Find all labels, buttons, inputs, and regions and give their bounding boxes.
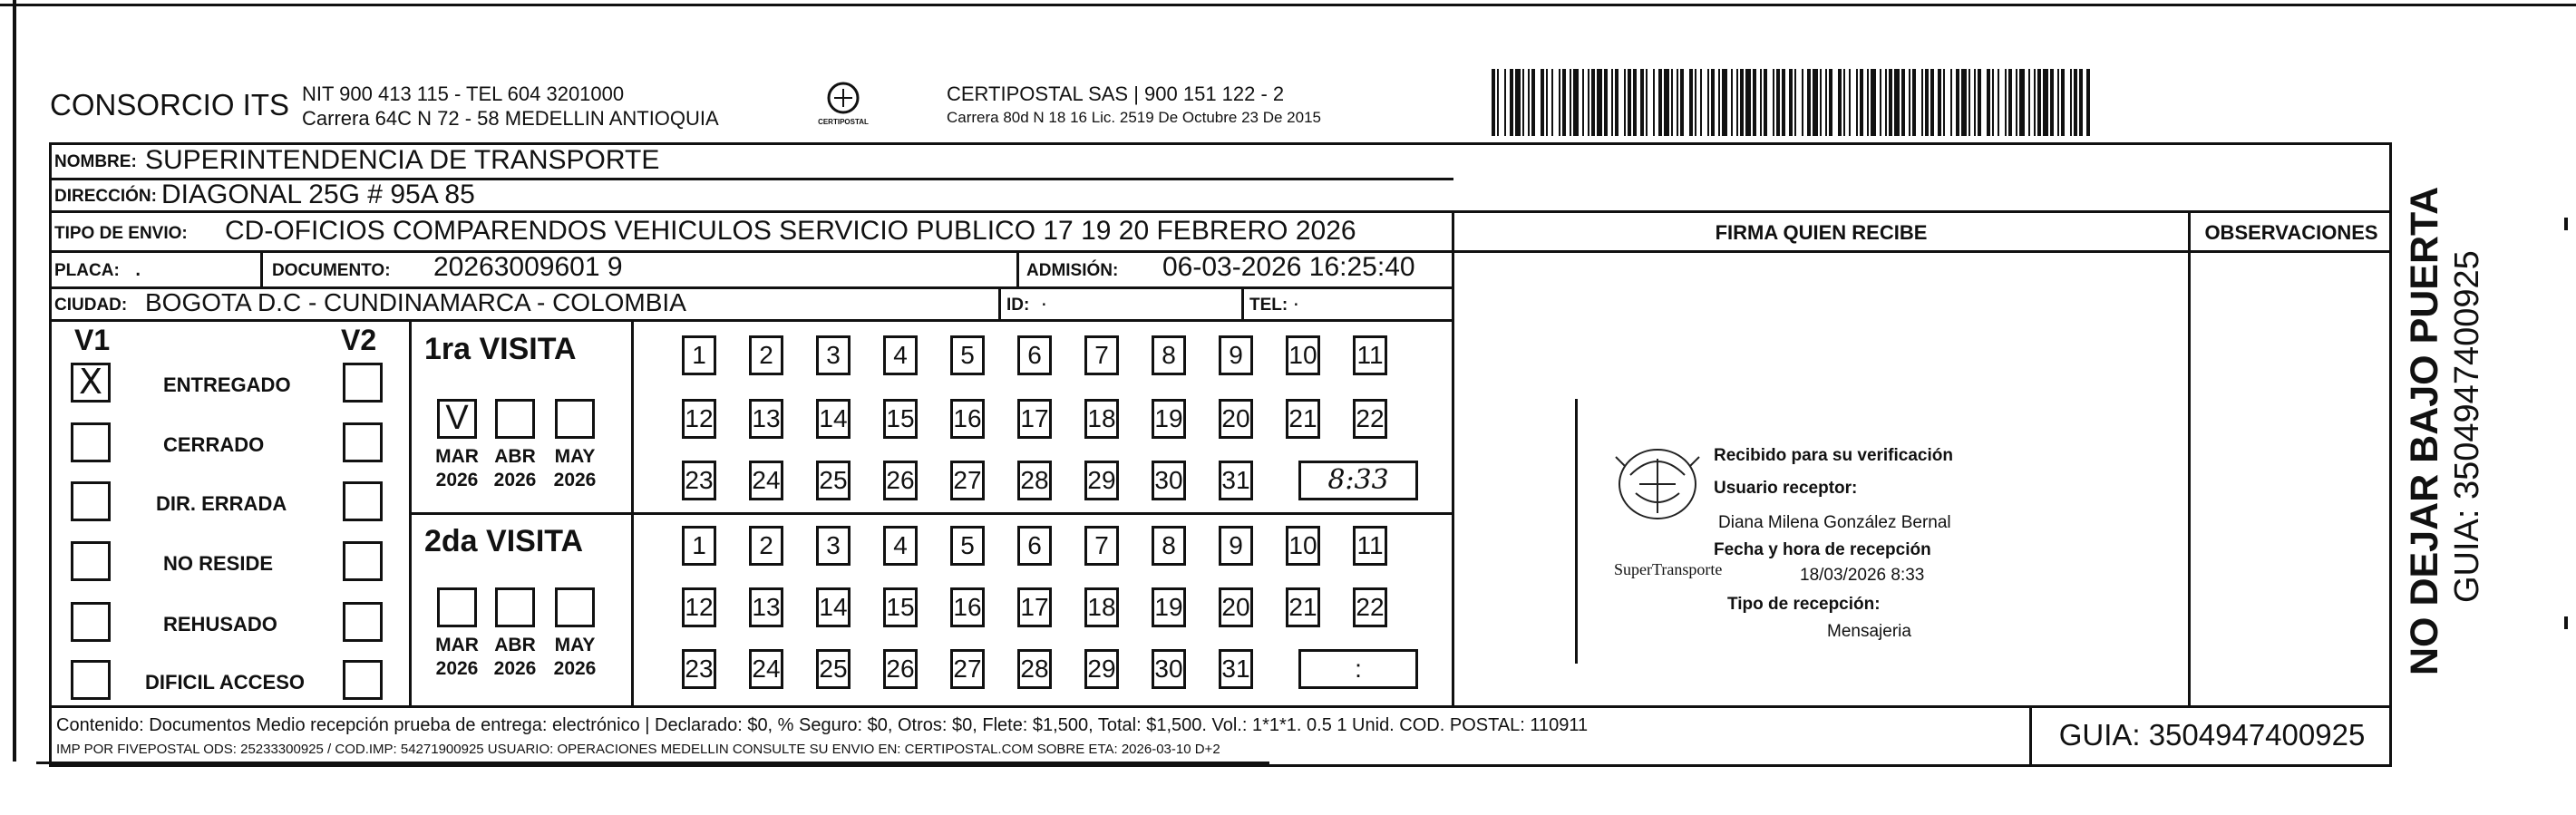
v2-checkbox[interactable] [343,541,383,581]
second-day-box[interactable]: 30 [1152,649,1186,689]
observations-header: OBSERVACIONES [2204,221,2378,244]
first-day-box[interactable]: 17 [1017,399,1052,439]
second-visit-title: 2da VISITA [424,524,584,558]
barcode-bar [1515,69,1521,136]
barcode-bar [1680,69,1684,136]
column-divider [2188,210,2191,707]
barcode-bar [1901,69,1905,136]
barcode-bar [1624,69,1626,136]
barcode-bar [2074,69,2077,136]
placa-value: . [134,252,142,282]
supertransporte-seal [1603,439,1712,557]
side-guia: GUIA: 3504947400925 [2448,250,2486,603]
second-day-box[interactable]: 27 [950,649,985,689]
first-day-box[interactable]: 11 [1353,335,1387,375]
second-day-box[interactable]: 3 [816,526,851,566]
first-day-box[interactable]: 3 [816,335,851,375]
first-day-box[interactable]: 20 [1219,399,1253,439]
barcode-bar [1838,69,1842,136]
column-divider [1452,210,1454,707]
company-nit: NIT 900 413 115 - TEL 604 3201000 [302,82,625,105]
barcode-bar [1961,69,1967,136]
barcode-bar [1646,69,1648,136]
barcode-bar [2016,69,2017,136]
barcode-bar [1591,69,1595,136]
barcode-bar [1628,69,1631,136]
first-month-checkbox[interactable] [495,399,535,439]
second-day-box[interactable]: 19 [1152,587,1186,627]
documento-label: DOCUMENTO: [272,261,391,280]
barcode-bar [1938,69,1941,136]
barcode-bar [1546,69,1548,136]
first-day-box[interactable]: 21 [1286,399,1320,439]
first-day-box[interactable]: 27 [950,461,985,500]
barcode-bar [1573,69,1579,136]
second-year-label: 2026 [435,658,479,679]
second-day-box[interactable]: 9 [1219,526,1253,566]
v1-checkbox[interactable] [71,602,111,642]
first-year-label: 2026 [553,470,597,490]
second-day-box[interactable]: 2 [749,526,783,566]
barcode-bar [1707,69,1709,136]
barcode-bar [2070,69,2072,136]
barcode-bar [2008,69,2012,136]
second-day-box[interactable]: 17 [1017,587,1052,627]
second-day-box[interactable]: 8 [1152,526,1186,566]
second-day-box[interactable]: 12 [682,587,716,627]
barcode-bar [1689,69,1693,136]
first-day-box[interactable]: 13 [749,399,783,439]
first-day-box[interactable]: 31 [1219,461,1253,500]
barcode-bar [1522,69,1524,136]
barcode-bar [1658,69,1662,136]
second-day-box[interactable]: 29 [1084,649,1119,689]
second-month-checkbox[interactable] [495,587,535,627]
stamp-user-name: Diana Milena González Bernal [1718,513,1951,532]
barcode-bar [1633,69,1637,136]
barcode-bar [1582,69,1584,136]
second-day-box[interactable]: 4 [883,526,918,566]
barcode-bar [1885,69,1887,136]
second-month-checkbox[interactable] [555,587,595,627]
second-day-box[interactable]: 26 [883,649,918,689]
first-day-box[interactable]: 12 [682,399,716,439]
barcode-bar [1921,69,1923,136]
v2-checkbox[interactable] [343,363,383,403]
second-day-box[interactable]: 5 [950,526,985,566]
barcode-bar [1562,69,1566,136]
second-month-label: MAY [554,635,596,655]
first-day-box[interactable]: 23 [682,461,716,500]
admision-label: ADMISIÓN: [1026,261,1119,280]
first-day-box[interactable]: 29 [1084,461,1119,500]
row-divider [49,210,2392,213]
second-day-box[interactable]: 21 [1286,587,1320,627]
barcode-bar [1604,69,1608,136]
second-day-box[interactable]: 24 [749,649,783,689]
first-month-label: ABR [494,446,536,467]
status-reason-label: DIR. ERRADA [156,492,287,515]
barcode-bar [1871,69,1876,136]
barcode-bar [2005,69,2007,136]
tipo-envio-value: CD-OFICIOS COMPARENDOS VEHICULOS SERVICIO PUBLICO 17 19 20 FEBRERO 2026 [225,216,1356,246]
admision-value: 06-03-2026 16:25:40 [1162,252,1415,282]
barcode-bar [1711,69,1715,136]
barcode-bar [1745,69,1751,136]
barcode-bar [1950,69,1952,136]
barcode-bar [1968,69,1970,136]
barcode-bar [1956,69,1959,136]
id-label: ID: [1006,296,1030,315]
first-month-checkbox[interactable] [555,399,595,439]
first-day-box[interactable]: 9 [1219,335,1253,375]
second-day-box[interactable]: 28 [1017,649,1052,689]
v1-checkbox[interactable] [71,541,111,581]
barcode-bar [1640,69,1644,136]
status-reason-label: CERRADO [163,433,265,456]
barcode-bar [2034,69,2036,136]
barcode-bar [2028,69,2030,136]
row-divider [49,705,2392,708]
ciudad-value: BOGOTA D.C - CUNDINAMARCA - COLOMBIA [145,288,686,316]
barcode-bar [1677,69,1678,136]
v1-checkbox[interactable] [71,422,111,462]
stamp-left-rule [1575,399,1578,664]
second-year-label: 2026 [553,658,597,679]
barcode-bar [1860,69,1863,136]
first-day-box[interactable]: 22 [1353,399,1387,439]
barcode-bar [1510,69,1513,136]
first-month-checkbox[interactable]: V [437,399,477,439]
barcode-bar [2043,69,2048,136]
first-day-box[interactable]: 16 [950,399,985,439]
barcode-bar [1943,69,1945,136]
barcode-bar [1753,69,1756,136]
barcode-bar [1789,69,1793,136]
footer-imp-line: IMP POR FIVEPOSTAL ODS: 25233300925 / COD.IMP: 54271900925 USUARIO: OPERACIONES MEDELLIN CONSULTE SU ENVIO EN: CERTIPOSTAL.COM SOBRE ETA: 2026-03-10 D+2 [56,742,1220,757]
v2-checkbox[interactable] [343,602,383,642]
footer-content-line: Contenido: Documentos Medio recepción prueba de entrega: electrónico | Declarado: $0, % Seguro: $0, Otros: $0, Flete: $1,500, Total: $1,500. Vol.: 1*1*1. 0.5 1 Unid. COD. POSTAL: 110911 [56,715,1589,735]
v1-checkbox[interactable] [71,660,111,700]
barcode-bar [1764,69,1767,136]
stamp-type-value: Mensajeria [1827,622,1911,641]
barcode-bar [1615,69,1619,136]
barcode-bar [1559,69,1560,136]
company-name: CONSORCIO ITS [50,88,290,121]
barcode-bar [1867,69,1869,136]
barcode-bar [2086,69,2090,136]
barcode-bar [1998,69,1999,136]
second-month-label: ABR [494,635,536,655]
tipo-envio-label: TIPO DE ENVIO: [54,224,188,243]
first-day-box[interactable]: 7 [1084,335,1119,375]
ciudad-label: CIUDAD: [54,296,128,315]
barcode-bar [1722,69,1727,136]
status-reason-label: ENTREGADO [163,374,291,396]
second-day-box[interactable]: 23 [682,649,716,689]
side-no-dejar: NO DEJAR BAJO PUERTA [2403,186,2446,675]
carrier-address: Carrera 80d N 18 16 Lic. 2519 De Octubre 23 De 2015 [947,109,1321,126]
stamp-title: Recibido para su verificación [1714,446,1953,465]
first-hour-box[interactable]: 8:33 [1298,461,1418,500]
second-month-checkbox[interactable] [437,587,477,627]
second-day-box[interactable]: 31 [1219,649,1253,689]
barcode-bar [1611,69,1613,136]
barcode-bar [1700,69,1702,136]
seal-caption: SuperTransporte [1614,560,1723,578]
barcode-bar [1829,69,1832,136]
barcode-bar [1492,69,1495,136]
first-month-label: MAR [435,446,479,467]
barcode-bar [1541,69,1544,136]
barcode-bar [1912,69,1916,136]
barcode-bar [1843,69,1845,136]
barcode-bar [1849,69,1851,136]
barcode-bar [1528,69,1530,136]
second-day-box[interactable]: 16 [950,587,985,627]
stamp-user-label: Usuario receptor: [1714,479,1858,498]
first-day-box[interactable]: 10 [1286,335,1320,375]
barcode-bar [2019,69,2025,136]
v2-checkbox[interactable] [343,481,383,521]
nombre-label: NOMBRE: [54,152,137,171]
v1-checkbox[interactable] [71,481,111,521]
barcode-bar [1930,69,1934,136]
v2-header: V2 [341,324,377,356]
id-value: . [1041,286,1047,311]
tel-label: TEL: [1249,296,1288,315]
first-day-box[interactable]: 5 [950,335,985,375]
second-day-box[interactable]: 1 [682,526,716,566]
second-day-box[interactable]: 10 [1286,526,1320,566]
second-day-box[interactable]: 20 [1219,587,1253,627]
cell-divider [998,286,1001,321]
cell-divider [260,250,263,288]
first-day-box[interactable]: 26 [883,461,918,500]
second-day-box[interactable]: 6 [1017,526,1052,566]
stamp-datetime-label: Fecha y hora de recepción [1714,540,1931,559]
company-address: Carrera 64C N 72 - 58 MEDELLIN ANTIOQUIA [302,107,719,130]
first-day-box[interactable]: 19 [1152,399,1186,439]
barcode-bar [1504,69,1506,136]
barcode-bar [1597,69,1602,136]
barcode-bar [1671,69,1673,136]
barcode-bar [1740,69,1744,136]
first-year-label: 2026 [435,470,479,490]
barcode-bar [1695,69,1696,136]
barcode-bar [1776,69,1780,136]
barcode-bar [1588,69,1589,136]
first-month-label: MAY [554,446,596,467]
logo-text: CERTIPOSTAL [818,118,869,126]
second-day-box[interactable]: 15 [883,587,918,627]
barcode-bar [1760,69,1762,136]
barcode-bar [1531,69,1535,136]
status-reason-label: NO RESIDE [163,552,274,575]
first-day-box[interactable]: 18 [1084,399,1119,439]
barcode-bar [2061,69,2065,136]
first-day-box[interactable]: 28 [1017,461,1052,500]
top-border-line [0,4,2576,6]
direccion-label: DIRECCIÓN: [54,187,157,206]
second-year-label: 2026 [493,658,537,679]
first-day-box[interactable]: 25 [816,461,851,500]
edge-tick [2564,616,2568,629]
first-day-box[interactable]: 8 [1152,335,1186,375]
barcode-bar [1880,69,1881,136]
barcode-bar [1974,69,1976,136]
barcode-bar [1992,69,1994,136]
barcode-bar [1807,69,1811,136]
barcode-bar [1894,69,1900,136]
certipostal-logo [816,78,870,132]
second-day-box[interactable]: 22 [1353,587,1387,627]
second-day-box[interactable]: 11 [1353,526,1387,566]
barcode-bar [1925,69,1929,136]
status-reason-label: DIFICIL ACCESO [145,671,306,694]
v2-checkbox[interactable] [343,660,383,700]
barcode-bar [1551,69,1553,136]
barcode-bar [2050,69,2054,136]
second-day-box[interactable]: 13 [749,587,783,627]
left-border-line [13,0,16,762]
first-day-box[interactable]: 30 [1152,461,1186,500]
second-day-box[interactable]: 25 [816,649,851,689]
barcode-bar [1794,69,1796,136]
barcode-bar [1813,69,1818,136]
barcode-bar [1718,69,1720,136]
first-day-box[interactable]: 24 [749,461,783,500]
v2-checkbox[interactable] [343,422,383,462]
status-reason-label: REHUSADO [163,613,277,636]
barcode-bar [1802,69,1803,136]
first-day-box[interactable]: 14 [816,399,851,439]
barcode-bar [1820,69,1822,136]
barcode-bar [1987,69,1990,136]
carrier-name: CERTIPOSTAL SAS | 900 151 122 - 2 [947,82,1285,105]
barcode-bar [1664,69,1669,136]
stamp-datetime: 18/03/2026 8:33 [1800,566,1925,585]
cell-divider [1241,286,1244,321]
barcode-bar [2057,69,2059,136]
barcode-bar [2079,69,2083,136]
first-year-label: 2026 [493,470,537,490]
stamp-type-label: Tipo de recepción: [1727,595,1881,614]
barcode-bar [1653,69,1655,136]
barcode-bar [2037,69,2041,136]
first-day-box[interactable]: 15 [883,399,918,439]
second-hour-box[interactable]: : [1298,649,1418,689]
second-day-box[interactable]: 7 [1084,526,1119,566]
barcode-bar [1825,69,1827,136]
barcode-bar [1736,69,1738,136]
cell-divider [1016,250,1019,288]
placa-label: PLACA: [54,261,120,280]
second-day-box[interactable]: 18 [1084,587,1119,627]
first-day-box[interactable]: 6 [1017,335,1052,375]
v1-header: V1 [74,324,111,356]
edge-tick [2564,218,2568,230]
first-day-box[interactable]: 2 [749,335,783,375]
signature-header: FIRMA QUIEN RECIBE [1715,221,1928,244]
barcode-bar [1856,69,1858,136]
documento-value: 20263009601 9 [433,252,623,282]
barcode-bar [1978,69,1981,136]
barcode [1492,69,2092,136]
v1-checkbox[interactable]: X [71,363,111,403]
barcode-bar [1497,69,1499,136]
direccion-value: DIAGONAL 25G # 95A 85 [161,179,475,209]
nombre-value: SUPERINTENDENCIA DE TRANSPORTE [145,145,660,175]
first-day-box[interactable]: 1 [682,335,716,375]
barcode-bar [1909,69,1910,136]
barcode-bar [1773,69,1774,136]
first-visit-title: 1ra VISITA [424,332,577,366]
tel-value: . [1293,286,1299,311]
second-day-box[interactable]: 14 [816,587,851,627]
second-month-label: MAR [435,635,479,655]
barcode-bar [1782,69,1785,136]
footer-guia: GUIA: 3504947400925 [2058,718,2366,752]
visit-divider [409,512,1453,515]
barcode-bar [1731,69,1733,136]
barcode-bar [1889,69,1892,136]
first-day-box[interactable]: 4 [883,335,918,375]
barcode-bar [1570,69,1571,136]
